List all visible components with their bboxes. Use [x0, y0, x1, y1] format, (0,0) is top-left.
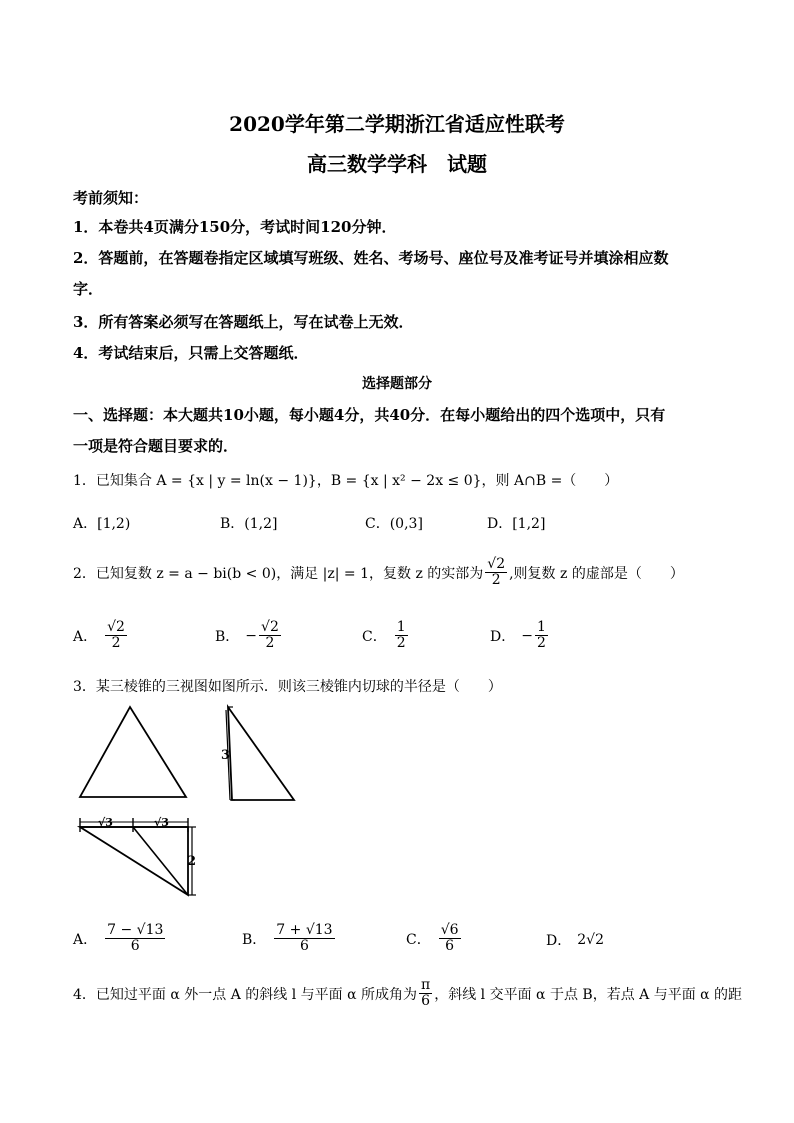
side-height-label: 3 [221, 748, 231, 763]
q3-option-c: C． $\frac{√6}{6}$ [406, 922, 459, 955]
q3-stem: 3．某三棱锥的三视图如图所示．则该三棱锥内切球的半径是（ ） [73, 679, 502, 695]
q1-stem: 1．已知集合 A = {x | y = ln(x − 1)}，B = {x | x² − 2x ≤ 0}，则 A∩B =（ ） [73, 473, 619, 489]
q2-option-c: C． $\frac{1}{2}$ [362, 619, 406, 652]
top-view [80, 816, 196, 895]
q3-three-view-figure [70, 700, 310, 900]
q2-stem-pre: 2．已知复数 z = a − bi(b < 0)，满足 |z| = 1，复数 z 的实部为 [73, 565, 484, 582]
top-right-label: √3 [154, 816, 169, 829]
top-height-label: 2 [187, 854, 197, 869]
q4-stem-post: ，斜线 l 交平面 α 于点 B，若点 A 与平面 α 的距 [434, 986, 743, 1003]
notice-item-1: 1．本卷共4页满分150分，考试时间120分钟． [73, 218, 397, 236]
notice-item-4: 4．考试结束后，只需上交答题纸． [73, 344, 309, 362]
notice-item-3: 3．所有答案必须写在答题纸上，写在试卷上无效． [73, 313, 414, 331]
q3-option-d: D． 2√2 [546, 932, 604, 949]
section-intro-line2: 一项是符合题目要求的． [73, 437, 239, 455]
q2-frac-den: 2 [491, 572, 501, 589]
q2-stem [73, 557, 684, 589]
exam-title: 2020学年第二学期浙江省适应性联考 [229, 112, 565, 136]
side-view [221, 707, 294, 800]
q2-frac-num: √2 [487, 556, 506, 572]
q2-option-b: B． − $\frac{√2}{2}$ [215, 619, 279, 652]
q4-stem [73, 978, 742, 1010]
top-left-label: √3 [98, 816, 113, 829]
q4-stem-fraction: $\frac{\pi}{6}$ [421, 977, 431, 1010]
q1-option-c: C．(0,3] [365, 516, 423, 532]
q1-option-b: B．(1,2] [220, 516, 278, 532]
q2-stem-fraction [485, 557, 507, 589]
notice-item-2: 2．答题前，在答题卷指定区域填写班级、姓名、考场号、座位号及准考证号并填涂相应数 [73, 249, 669, 267]
q1-option-d: D．[1,2] [487, 516, 546, 532]
front-view-triangle [80, 707, 186, 797]
q4-stem-pre: 4．已知过平面 α 外一点 A 的斜线 l 与平面 α 所成角为 [73, 986, 418, 1003]
notice-item-2-cont: 字． [73, 280, 104, 298]
q3-option-a: A． $\frac{7 - √13}{6}$ [73, 922, 164, 955]
q2-option-a: A． $\frac{√2}{2}$ [73, 619, 125, 652]
q2-stem-post: ,则复数 z 的虚部是（ ） [509, 565, 684, 582]
section-heading: 选择题部分 [362, 376, 432, 392]
section-intro-line1: 一、选择题：本大题共10小题，每小题4分，共40分．在每小题给出的四个选项中，只有 [73, 406, 666, 424]
q2-option-d: D． − $\frac{1}{2}$ [490, 619, 546, 652]
notice-heading: 考前须知： [73, 189, 149, 207]
q3-option-b: B． $\frac{7 + √13}{6}$ [242, 922, 333, 955]
exam-subtitle: 高三数学学科 试题 [307, 152, 487, 176]
q1-option-a: A．[1,2) [73, 516, 131, 532]
